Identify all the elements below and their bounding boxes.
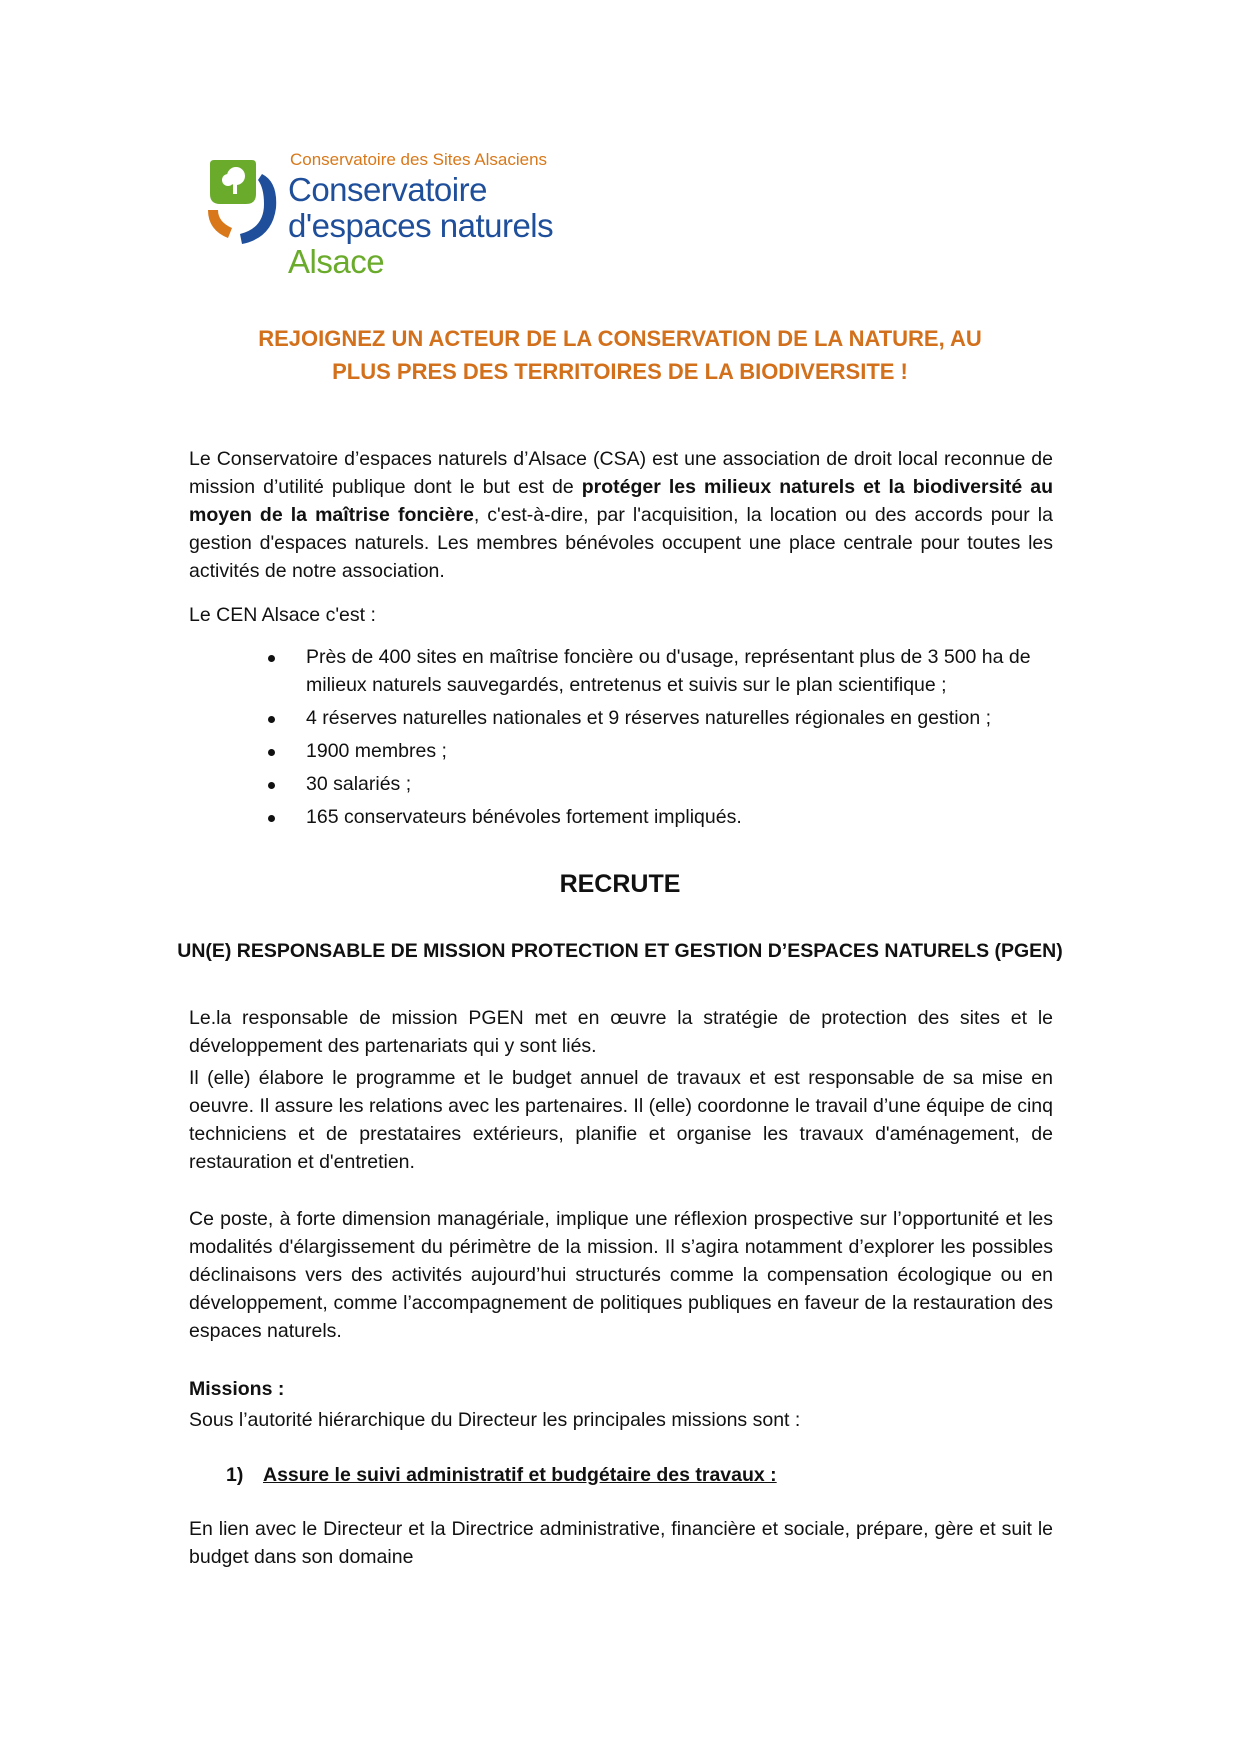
- headline-line2: PLUS PRES DES TERRITOIRES DE LA BIODIVERSITE !: [332, 359, 908, 384]
- cen-intro: Le CEN Alsace c'est :: [189, 604, 376, 626]
- missions-intro: Sous l’autorité hiérarchique du Directeur les principales missions sont :: [189, 1409, 801, 1431]
- paragraph-perspective: Ce poste, à forte dimension managériale, implique une réflexion prospective sur l’opportunité et les modalités d'élargissement du périmètre de la mission. Il s’agira notamment d’explorer les possibles déclinaisons vers des activités aujourd’hui structurés comme la compensation écologique ou en développement, comme l’accompagnement de politiques publiques en faveur de la restauration des espaces naturels.: [189, 1208, 1053, 1342]
- list-item-text: 4 réserves naturelles nationales et 9 réserves naturelles régionales en gestion ;: [306, 707, 992, 729]
- bullet-icon: [268, 815, 275, 822]
- list-item-text: 30 salariés ;: [306, 773, 412, 795]
- bullet-icon: [268, 749, 275, 756]
- missions-heading: Missions :: [189, 1378, 285, 1400]
- headline-line1: REJOIGNEZ UN ACTEUR DE LA CONSERVATION DE LA NATURE, AU: [258, 326, 982, 351]
- bullet-icon: [268, 716, 275, 723]
- list-item: [189, 770, 1053, 798]
- logo-title-line1: Conservatoire: [288, 171, 487, 208]
- logo-tagline: Conservatoire des Sites Alsaciens: [290, 150, 548, 169]
- paragraph-duties: Il (elle) élabore le programme et le budget annuel de travaux et est responsable de sa mise en oeuvre. Il assure les relations avec les partenaires. Il (elle) coordonne le travail d’une équipe de cinq techniciens et de prestataires extérieurs, planifie et organise les travaux d'aménagement, de restauration et d'entretien.: [189, 1067, 1053, 1173]
- headline: [140, 322, 1100, 388]
- intro-text-end: , c'est-à-dire, par l'acquisition, la location ou des accords pour la gestion d'espaces naturels. Les membres bénévoles occupent une place centrale pour toutes les activités de notre association.: [189, 504, 1053, 582]
- logo-emblem-icon: [206, 158, 284, 246]
- cen-facts-list: [189, 643, 1053, 836]
- list-item: [189, 643, 1053, 699]
- intro-text-start: Le Conservatoire d’espaces naturels d’Alsace (CSA) est une association de droit local reconnue de mission d’utilité publique dont le but est de: [189, 448, 1053, 498]
- list-item: [189, 704, 1053, 732]
- logo-title-line3: Alsace: [288, 243, 385, 280]
- mission-item-1: [226, 1464, 777, 1487]
- list-item-text: 1900 membres ;: [306, 740, 447, 762]
- job-title: UN(E) RESPONSABLE DE MISSION PROTECTION ET GESTION D’ESPACES NATURELS (PGEN): [177, 940, 1063, 962]
- list-item-text: Près de 400 sites en maîtrise foncière ou d'usage, représentant plus de 3 500 ha de milieux naturels sauvegardés, entretenus et suivis sur le plan scientifique ;: [306, 646, 1031, 696]
- list-item: [189, 803, 1053, 831]
- paragraph-role: Le.la responsable de mission PGEN met en œuvre la stratégie de protection des sites et le développement des partenariats qui y sont liés.: [189, 1007, 1053, 1057]
- list-item: [189, 737, 1053, 765]
- intro-bold-text: protéger les milieux naturels et la biodiversité au moyen de la maîtrise foncière: [189, 476, 1053, 526]
- mission-title: Assure le suivi administratif et budgétaire des travaux :: [263, 1464, 777, 1486]
- mission-number: 1): [226, 1464, 244, 1486]
- bullet-icon: [268, 655, 275, 662]
- bullet-icon: [268, 782, 275, 789]
- intro-paragraph: [189, 445, 1053, 585]
- mission-1-text: En lien avec le Directeur et la Directrice administrative, financière et sociale, prépare, gère et suit le budget dans son domaine: [189, 1518, 1053, 1568]
- logo-title-line2: d'espaces naturels: [288, 207, 554, 244]
- recrute-heading: RECRUTE: [559, 870, 681, 898]
- list-item-text: 165 conservateurs bénévoles fortement impliqués.: [306, 806, 742, 828]
- cen-alsace-logo: [206, 150, 586, 280]
